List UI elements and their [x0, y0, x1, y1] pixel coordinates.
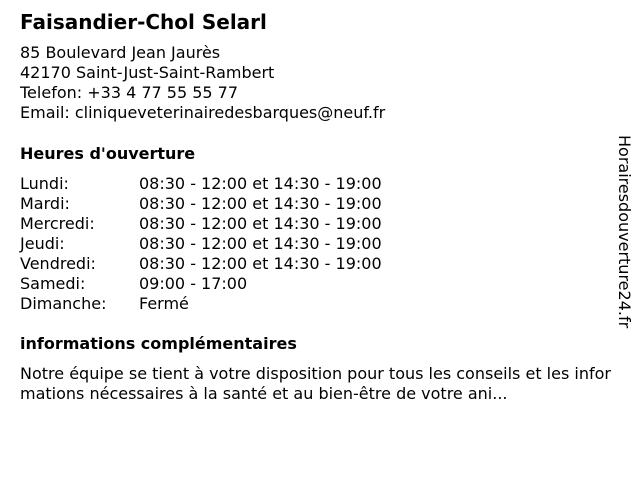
- time-value: 08:30 - 12:00 et 14:30 - 19:00: [139, 194, 382, 213]
- business-name: Faisandier-Chol Selarl: [20, 10, 267, 34]
- day-label: Samedi:: [20, 274, 86, 293]
- time-value: 08:30 - 12:00 et 14:30 - 19:00: [139, 174, 382, 193]
- email-line: Email: cliniqueveterinairedesbarques@neuf.fr: [20, 103, 386, 122]
- hours-row-wednesday: [20, 214, 440, 234]
- day-label: Mercredi:: [20, 214, 95, 233]
- info-description: Notre équipe se tient à votre disposition pour tous les conseils et les informations nécessaires à la santé et au bien-être de votre ani...: [20, 364, 611, 403]
- phone-line: Telefon: +33 4 77 55 55 77: [20, 83, 239, 102]
- day-label: Vendredi:: [20, 254, 96, 273]
- time-value: Fermé: [139, 294, 189, 313]
- time-value: 08:30 - 12:00 et 14:30 - 19:00: [139, 254, 382, 273]
- hours-row-thursday: [20, 234, 440, 254]
- hours-row-sunday: [20, 294, 440, 314]
- site-watermark: Horairesdouverture24.fr: [615, 135, 634, 329]
- day-label: Lundi:: [20, 174, 69, 193]
- hours-row-monday: [20, 174, 440, 194]
- day-label: Dimanche:: [20, 294, 107, 313]
- time-value: 08:30 - 12:00 et 14:30 - 19:00: [139, 234, 382, 253]
- hours-table: [20, 174, 440, 314]
- contact-block: [20, 43, 385, 123]
- address-city: 42170 Saint-Just-Saint-Rambert: [20, 63, 275, 82]
- day-label: Mardi:: [20, 194, 70, 213]
- address-street: 85 Boulevard Jean Jaurès: [20, 43, 221, 62]
- hours-row-friday: [20, 254, 440, 274]
- time-value: 09:00 - 17:00: [139, 274, 248, 293]
- hours-heading: Heures d'ouverture: [20, 144, 196, 163]
- hours-row-saturday: [20, 274, 440, 294]
- info-heading: informations complémentaires: [20, 334, 297, 353]
- hours-row-tuesday: [20, 194, 440, 214]
- time-value: 08:30 - 12:00 et 14:30 - 19:00: [139, 214, 382, 233]
- day-label: Jeudi:: [20, 234, 65, 253]
